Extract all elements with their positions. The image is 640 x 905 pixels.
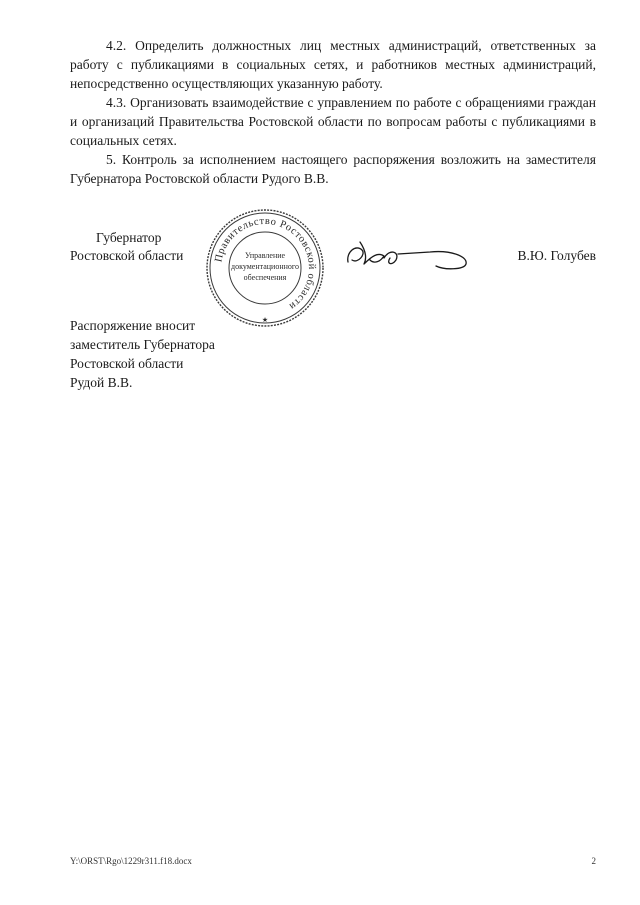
paragraph-4-3: 4.3. Организовать взаимодействие с управлением по работе с обращениями граждан и организаций Правительства Ростовской области по вопросам работы с публикациями в социальных сетях. xyxy=(70,95,596,148)
signatory-title-line2: Ростовской области xyxy=(70,248,184,263)
official-seal-icon xyxy=(203,206,327,330)
handwritten-signature-icon xyxy=(340,234,474,276)
submitted-by-line: Рудой В.В. xyxy=(70,375,133,390)
paragraph-5: 5. Контроль за исполнением настоящего распоряжения возложить на заместителя Губернатора Ростовской области Рудого В.В. xyxy=(70,152,596,186)
submitted-by-block xyxy=(70,316,215,392)
submitted-by-line: Ростовской области xyxy=(70,356,184,371)
svg-text:★: ★ xyxy=(261,316,269,324)
submitted-by-line: заместитель Губернатора xyxy=(70,337,215,352)
footer-page-number: 2 xyxy=(591,856,596,866)
paragraph-4-2: 4.2. Определить должностных лиц местных администраций, ответственных за работу с публикациями в социальных сетях, и работников местных администраций, непосредственно осуществляющих указанную работу. xyxy=(70,38,596,91)
seal-inner-line3: обеспечения xyxy=(243,273,287,282)
footer-file-path: Y:\ORST\Rgo\1229r311.f18.docx xyxy=(70,856,192,866)
seal-inner-line1: Управление xyxy=(244,251,286,260)
seal-inner-line2: документационного xyxy=(231,262,299,271)
signature-block xyxy=(0,0,640,340)
submitted-by-line: Распоряжение вносит xyxy=(70,318,196,333)
signatory-name: В.Ю. Голубев xyxy=(517,248,596,263)
signatory-title-line1: Губернатор xyxy=(96,230,162,245)
seal-outer-text: Правительство Ростовской области xyxy=(213,215,318,312)
